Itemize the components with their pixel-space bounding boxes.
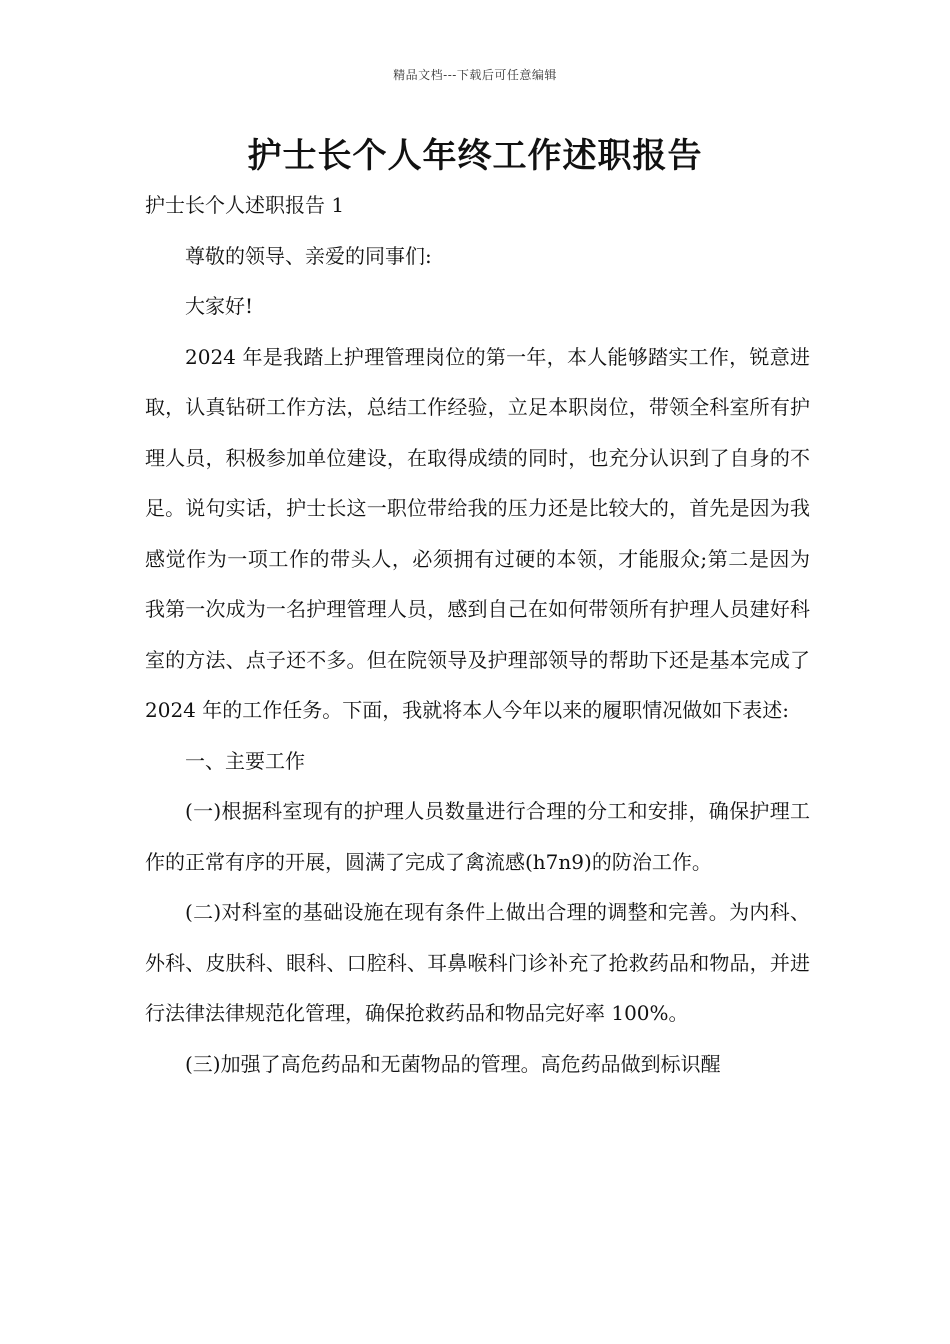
document-body [145,180,810,1089]
work-item-1: (一)根据科室现有的护理人员数量进行合理的分工和安排，确保护理工作的正常有序的开展，圆满了完成了禽流感(h7n9)的防治工作。 [145,799,810,874]
greeting: 大家好! [185,294,254,318]
intro-paragraph: 2024 年是我踏上护理管理岗位的第一年，本人能够踏实工作，锐意进取，认真钻研工作方法，总结工作经验，立足本职岗位，带领全科室所有护理人员，积极参加单位建设，在取得成绩的同时，也充分认识到了自身的不足。说句实话，护士长这一职位带给我的压力还是比较大的，首先是因为我感觉作为一项工作的带头人，必须拥有过硬的本领，才能服众;第二是因为我第一次成为一名护理管理人员，感到自己在如何带领所有护理人员建好科室的方法、点子还不多。但在院领导及护理部领导的帮助下还是基本完成了 2024 年的工作任务。下面，我就将本人今年以来的履职情况做如下表述: [145,344,810,722]
section-subtitle: 护士长个人述职报告 1 [145,193,345,217]
document-title: 护士长个人年终工作述职报告 [247,136,703,176]
salutation: 尊敬的领导、亲爱的同事们: [185,243,432,268]
work-item-2: (二)对科室的基础设施在现有条件上做出合理的调整和完善。为内科、外科、皮肤科、眼科、口腔科、耳鼻喉科门诊补充了抢救药品和物品，并进行法律法律规范化管理，确保抢救药品和物品完好率 100%。 [145,900,810,1025]
section-heading: 一、主要工作 [185,748,305,773]
work-item-3: (三)加强了高危药品和无菌物品的管理。高危药品做到标识醒 [185,1051,721,1076]
header-note: 精品文档---下载后可任意编辑 [393,68,557,82]
